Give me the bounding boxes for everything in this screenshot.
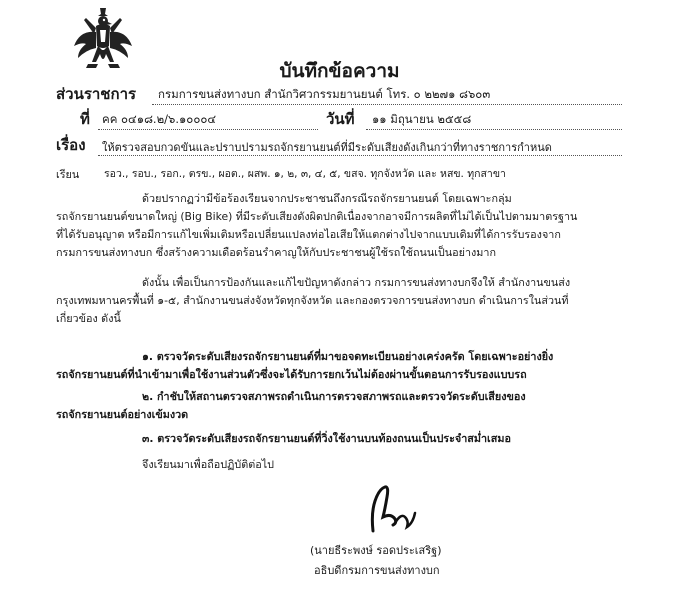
para1-line: รถจักรยานยนต์ขนาดใหญ่ (Big Bike) ที่มีระดับเสียงดังผิดปกติเนื่องจากอาจมีการผลิตที่ไม่ได้เป็นไปตามมาตรฐาน xyxy=(56,210,578,223)
signature-icon xyxy=(365,483,417,533)
signer-title: อธิบดีกรมการขนส่งทางบก xyxy=(314,564,440,577)
para2-line: ดังนั้น เพื่อเป็นการป้องกันและแก้ไขปัญหาดังกล่าว กรมการขนส่งทางบกจึงให้ สำนักงานขนส่ง xyxy=(142,276,571,289)
para1-line: กรมการขนส่งทางบก ซึ่งสร้างความเดือดร้อนรำคาญให้กับประชาชนผู้ใช้รถใช้ถนนเป็นอย่างมาก xyxy=(56,246,497,259)
ref-label: ที่ xyxy=(80,110,90,128)
to-value: รอว., รอบ., รอก., ตรข., ผอต., ผสพ. ๑, ๒, ๓, ๔, ๕, ขสจ. ทุกจังหวัด และ หสข. ทุกสาขา xyxy=(104,168,506,180)
item1-line: รถจักรยานยนต์ที่นำเข้ามาเพื่อใช้งานส่วนตัวซึ่งจะได้รับการยกเว้นไม่ต้องผ่านขั้นตอนการรับรองแบบรถ xyxy=(56,368,527,381)
ref-dotted-line xyxy=(98,129,318,130)
item1-line: ๑. ตรวจวัดระดับเสียงรถจักรยานยนต์ที่มาขอจดทะเบียนอย่างเคร่งครัด โดยเฉพาะอย่างยิ่ง xyxy=(142,350,554,363)
document-title: บันทึกข้อความ xyxy=(279,60,400,82)
subject-dotted-line xyxy=(98,155,622,156)
closing-text: จึงเรียนมาเพื่อถือปฏิบัติต่อไป xyxy=(142,458,275,471)
ref-value: คค ๐๔๑๘.๒/๖.๑๐๐๐๔ xyxy=(102,112,217,126)
agency-value: กรมการขนส่งทางบก สำนักวิศวกรรมยานยนต์ โทร. ๐ ๒๒๗๑ ๘๖๐๓ xyxy=(158,87,491,101)
date-value: ๑๑ มิถุนายน ๒๕๕๘ xyxy=(372,112,472,126)
item2-line: ๒. กำชับให้สถานตรวจสภาพรถดำเนินการตรวจสภาพรถและตรวจวัดระดับเสียงของ xyxy=(142,390,526,403)
subject-label: เรื่อง xyxy=(56,136,86,154)
date-label: วันที่ xyxy=(326,110,355,128)
agency-dotted-line xyxy=(152,104,622,105)
item2-line: รถจักรยานยนต์อย่างเข้มงวด xyxy=(56,408,189,421)
item3-line: ๓. ตรวจวัดระดับเสียงรถจักรยานยนต์ที่วิ่งใช้งานบนท้องถนนเป็นประจำสม่ำเสมอ xyxy=(142,432,511,445)
para2-line: เกี่ยวข้อง ดังนี้ xyxy=(56,312,121,325)
para2-line: กรุงเทพมหานครพื้นที่ ๑-๕, สำนักงานขนส่งจังหวัดทุกจังหวัด และกองตรวจการขนส่งทางบก ดำเนินการในส่วนที่ xyxy=(56,294,569,307)
para1-line: ด้วยปรากฏว่ามีข้อร้องเรียนจากประชาชนถึงกรณีรถจักรยานยนต์ โดยเฉพาะกลุ่ม xyxy=(142,192,512,205)
to-label: เรียน xyxy=(56,168,80,181)
para1-line: ที่ได้รับอนุญาต หรือมีการแก้ไขเพิ่มเติมหรือเปลี่ยนแปลงท่อไอเสียให้แตกต่างไปจากแบบเดิมที่ได้การรับรองจาก xyxy=(56,228,561,241)
date-dotted-line xyxy=(366,129,622,130)
subject-value: ให้ตรวจสอบกวดขันและปราบปรามรถจักรยานยนต์ที่มีระดับเสียงดังเกินกว่าที่ทางราชการกำหนด xyxy=(102,141,552,154)
agency-label: ส่วนราชการ xyxy=(56,85,137,103)
signer-name: (นายธีระพงษ์ รอดประเสริฐ) xyxy=(310,544,442,557)
